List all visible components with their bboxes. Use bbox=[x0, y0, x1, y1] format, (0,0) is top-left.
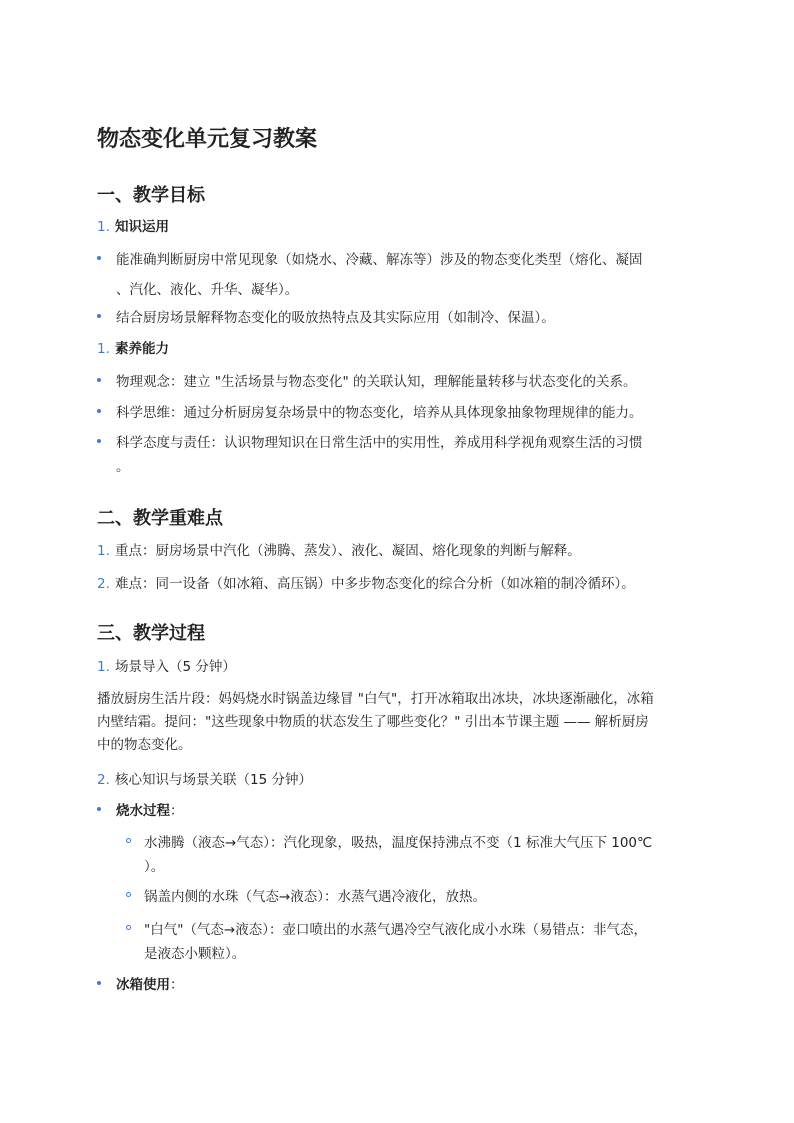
list-label: 知识运用 bbox=[115, 219, 169, 235]
sub-bullet-text-line: 是液态小颗粒）。 bbox=[144, 946, 246, 962]
list-number: 2. bbox=[97, 576, 110, 592]
bullet-item bbox=[97, 428, 697, 488]
bullet-item bbox=[97, 398, 697, 428]
sub-bullet-item bbox=[126, 828, 697, 888]
paragraph-line: 中的物态变化。 bbox=[97, 737, 192, 753]
sub-bullet-text-line: "白气"（气态→液态）：壶口喷出的水蒸气遇冷空气液化成小水珠（易错点：非气态， bbox=[144, 922, 647, 938]
list-number: 1. bbox=[97, 341, 110, 357]
bullet-text: 结合厨房场景解释物态变化的吸放热特点及其实际应用（如制冷、保温）。 bbox=[116, 310, 555, 326]
list-text: 核心知识与场景关联（15 分钟） bbox=[115, 772, 312, 788]
bullet-text-line: 科学态度与责任：认识物理知识在日常生活中的实用性，养成用科学视角观察生活的习惯 bbox=[116, 435, 643, 451]
circle-bullet-icon bbox=[126, 838, 131, 843]
list-number: 1. bbox=[97, 543, 110, 559]
list-text: 场景导入（5 分钟） bbox=[115, 659, 236, 675]
bullet-icon bbox=[97, 807, 101, 811]
bullet-item bbox=[97, 367, 697, 397]
bullet-item bbox=[97, 303, 697, 333]
bullet-icon bbox=[97, 439, 101, 443]
page-title: 物态变化单元复习教案 bbox=[97, 127, 318, 152]
sub-bullet-text-line: ）。 bbox=[144, 859, 165, 875]
bullet-text-line: 。 bbox=[116, 459, 130, 475]
bullet-icon bbox=[97, 378, 101, 382]
list-item bbox=[97, 573, 635, 595]
list-label: 素养能力 bbox=[115, 341, 169, 357]
list-item bbox=[97, 540, 581, 562]
list-text: 难点：同一设备（如冰箱、高压锅）中多步物态变化的综合分析（如冰箱的制冷循环）。 bbox=[115, 576, 635, 592]
bullet-text: 物理观念：建立 "生活场景与物态变化" 的关联认知，理解能量转移与状态变化的关系。 bbox=[116, 374, 637, 390]
list-item bbox=[97, 338, 169, 360]
list-text: 重点：厨房场景中汽化（沸腾、蒸发）、液化、凝固、熔化现象的判断与解释。 bbox=[115, 543, 581, 559]
list-number: 1. bbox=[97, 219, 110, 235]
paragraph-line: 内壁结霜。提问："这些现象中物质的状态发生了哪些变化？" 引出本节课主题 —— 解析厨房 bbox=[97, 714, 649, 730]
list-number: 1. bbox=[97, 659, 110, 675]
bullet-icon bbox=[97, 314, 101, 318]
bullet-icon bbox=[97, 409, 101, 413]
list-item bbox=[97, 656, 236, 678]
sub-bullet-item bbox=[126, 882, 697, 912]
section-heading-objectives: 一、教学目标 bbox=[97, 185, 205, 206]
bullet-label: 冰箱使用 bbox=[116, 977, 170, 993]
bullet-item bbox=[97, 970, 697, 1000]
bullet-text-line: 、汽化、液化、升华、凝华）。 bbox=[116, 282, 299, 298]
paragraph bbox=[97, 688, 697, 757]
section-heading-key-points: 二、教学重难点 bbox=[97, 508, 223, 529]
bullet-icon bbox=[97, 981, 101, 985]
paragraph-line: 播放厨房生活片段：妈妈烧水时锅盖边缘冒 "白气"，打开冰箱取出冰块，冰块逐渐融化，冰箱 bbox=[97, 691, 654, 707]
sub-bullet-text: 锅盖内侧的水珠（气态→液态）：水蒸气遇冷液化，放热。 bbox=[144, 889, 487, 905]
bullet-colon: ： bbox=[170, 977, 184, 993]
circle-bullet-icon bbox=[126, 892, 131, 897]
bullet-icon bbox=[97, 256, 101, 260]
circle-bullet-icon bbox=[126, 925, 131, 930]
sub-bullet-item bbox=[126, 915, 697, 975]
bullet-text-line: 能准确判断厨房中常见现象（如烧水、冷藏、解冻等）涉及的物态变化类型（熔化、凝固 bbox=[116, 252, 643, 268]
list-number: 2. bbox=[97, 772, 110, 788]
bullet-text: 科学思维：通过分析厨房复杂场景中的物态变化，培养从具体现象抽象物理规律的能力。 bbox=[116, 405, 643, 421]
section-heading-process: 三、教学过程 bbox=[97, 623, 205, 644]
list-item bbox=[97, 769, 312, 791]
list-item bbox=[97, 216, 169, 238]
bullet-label: 烧水过程 bbox=[116, 803, 170, 819]
sub-bullet-text-line: 水沸腾（液态→气态）：汽化现象，吸热，温度保持沸点不变（1 标准大气压下 100℃ bbox=[144, 835, 653, 851]
bullet-item bbox=[97, 245, 697, 305]
bullet-item bbox=[97, 796, 697, 826]
bullet-colon: ： bbox=[170, 803, 184, 819]
